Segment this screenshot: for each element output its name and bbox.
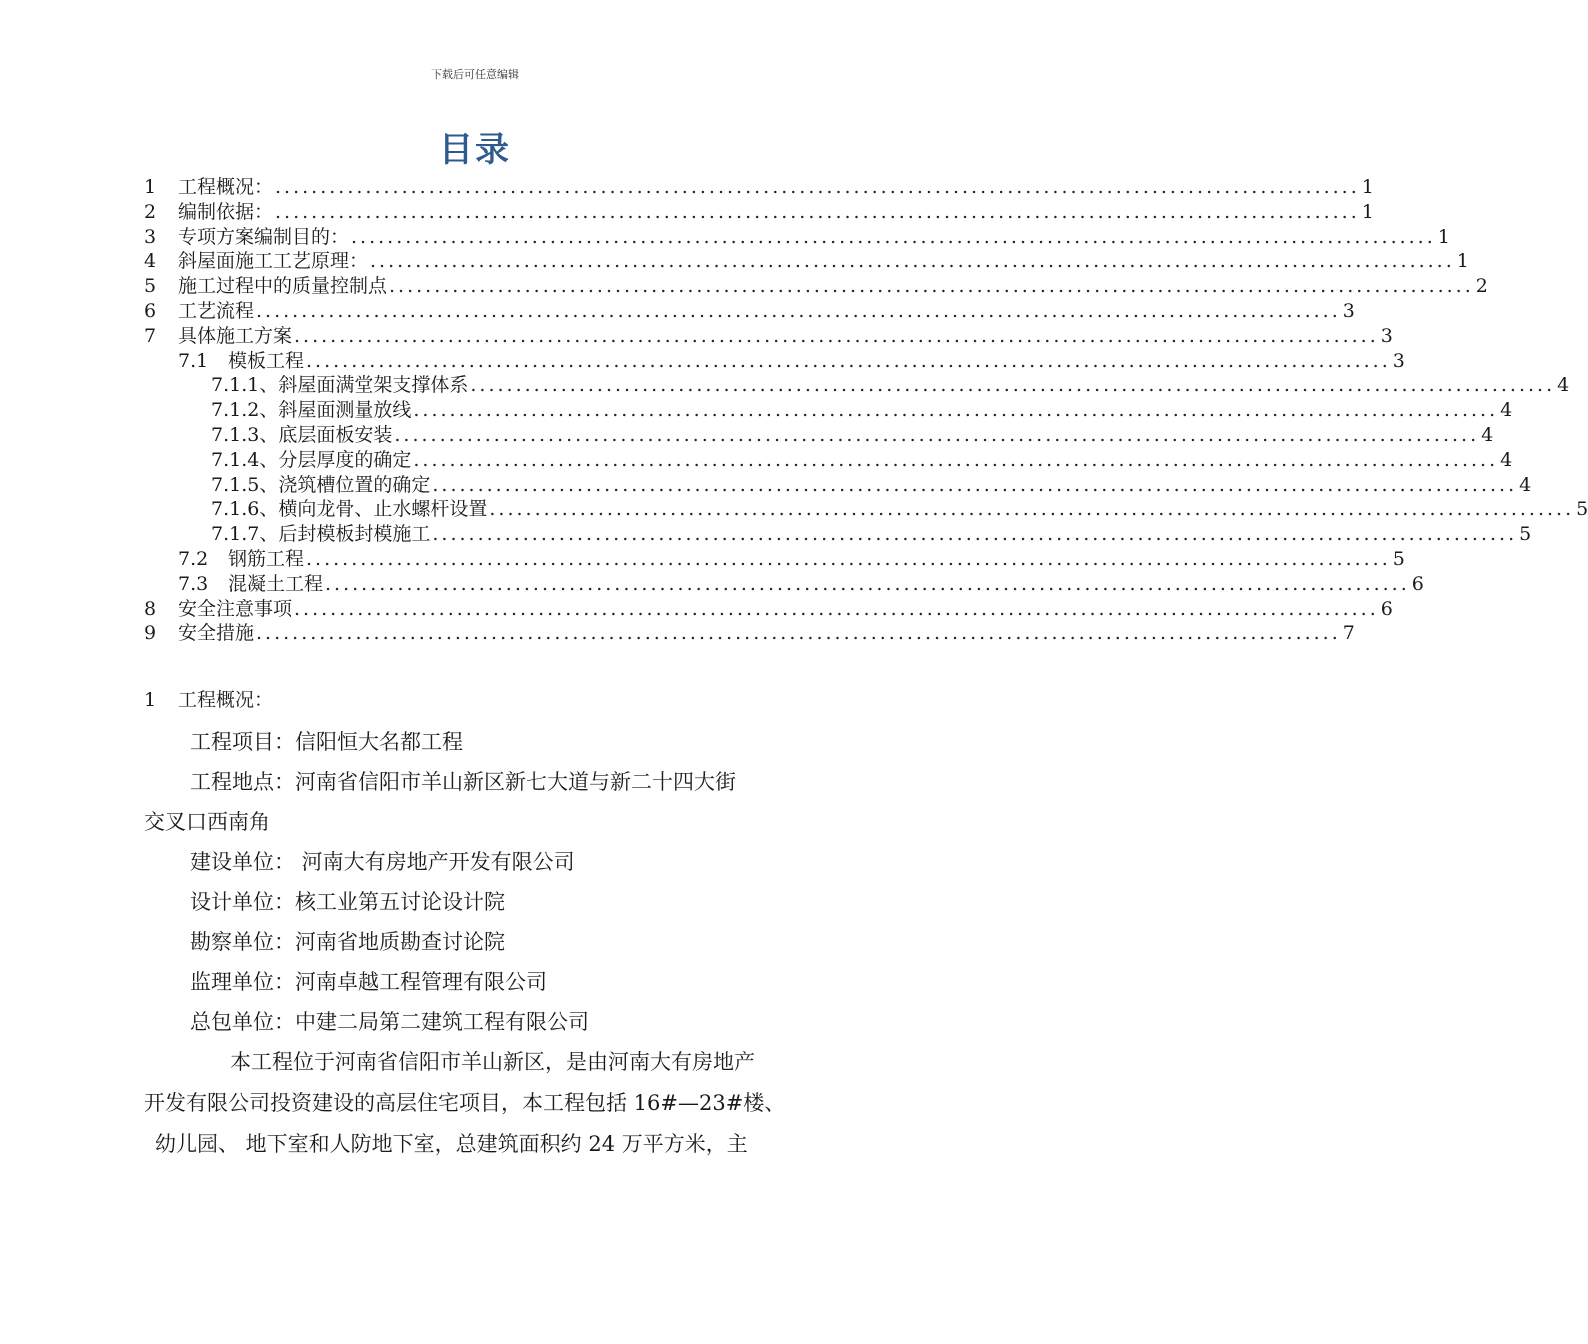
info-contractor: 总包单位：中建二局第二建筑工程有限公司: [190, 1010, 589, 1034]
toc-entry-label: 分层厚度的确定: [278, 448, 412, 471]
toc-entry[interactable]: [144, 547, 1405, 572]
info-builder: 建设单位： 河南大有房地产开发有限公司: [190, 850, 575, 874]
section-heading: [144, 685, 273, 712]
table-of-contents: [144, 175, 1588, 646]
section-title: 工程概况：: [178, 689, 274, 711]
toc-entry-label: 斜屋面满堂架支撑体系: [278, 374, 469, 397]
toc-entry[interactable]: [144, 621, 1355, 646]
toc-entry-label: 工艺流程: [178, 299, 255, 322]
toc-dot-leader: ........................................................................................................................: [275, 176, 1360, 198]
toc-entry-label: 钢筋工程: [228, 547, 305, 570]
info-designer: 设计单位：核工业第五讨论设计院: [190, 890, 505, 914]
toc-entry-label: 斜屋面测量放线: [278, 399, 412, 422]
toc-entry-number: 4: [144, 250, 157, 273]
toc-entry[interactable]: [144, 423, 1494, 448]
toc-dot-leader: ........................................................................................................................: [394, 423, 1480, 446]
toc-entry[interactable]: [144, 249, 1469, 274]
toc-dot-leader: ........................................................................................................................: [389, 275, 1474, 298]
toc-entry-page: 3: [1342, 299, 1355, 322]
toc-entry[interactable]: [144, 522, 1532, 547]
toc-entry-page: 2: [1475, 275, 1488, 298]
toc-dot-leader: ........................................................................................................................: [432, 473, 1518, 496]
toc-entry-label: 后封模板封模施工: [278, 523, 431, 546]
toc-entry[interactable]: [144, 448, 1513, 473]
toc-entry-page: 3: [1392, 349, 1405, 372]
toc-dot-leader: ........................................................................................................................: [432, 523, 1518, 546]
toc-dot-leader: ........................................................................................................................: [413, 448, 1499, 471]
toc-entry-number: 9: [144, 622, 157, 645]
toc-entry-page: 6: [1380, 597, 1393, 620]
toc-entry-label: 施工过程中的质量控制点: [178, 275, 388, 298]
toc-entry-page: 6: [1411, 572, 1424, 595]
toc-entry-label: 安全措施: [178, 622, 255, 645]
toc-dot-leader: ........................................................................................................................: [489, 498, 1575, 521]
info-location: 工程地点：河南省信阳市羊山新区新七大道与新二十四大街: [190, 770, 736, 794]
toc-entry-number: 7.1.3、: [211, 423, 279, 446]
toc-entry-label: 斜屋面施工工艺原理：: [178, 250, 369, 273]
toc-entry-number: 5: [144, 275, 157, 298]
info-location-cont: 交叉口西南角: [144, 810, 270, 834]
toc-title: 目录: [439, 130, 511, 170]
toc-entry[interactable]: [144, 497, 1588, 522]
toc-entry-number: 7.1.6、: [211, 498, 279, 521]
toc-entry[interactable]: [144, 349, 1405, 374]
toc-entry-label: 编制依据：: [178, 200, 274, 223]
toc-dot-leader: ........................................................................................................................: [351, 225, 1436, 248]
toc-entry-label: 模板工程: [228, 349, 305, 372]
toc-entry-page: 1: [1437, 225, 1450, 248]
toc-entry-page: 5: [1576, 498, 1588, 521]
toc-entry-label: 专项方案编制目的：: [178, 225, 350, 248]
toc-entry-page: 4: [1500, 448, 1513, 471]
toc-entry[interactable]: [144, 398, 1513, 423]
section-number: 1: [144, 689, 157, 711]
toc-entry-label: 工程概况：: [178, 176, 274, 198]
toc-entry-page: 3: [1380, 324, 1393, 347]
toc-entry[interactable]: [144, 373, 1570, 398]
toc-entry-page: 4: [1500, 399, 1513, 422]
toc-entry[interactable]: [144, 225, 1450, 250]
toc-entry[interactable]: [144, 200, 1374, 225]
toc-entry-page: 1: [1361, 200, 1374, 223]
toc-entry-number: 7.3: [178, 572, 209, 595]
toc-entry-number: 7.2: [178, 547, 209, 570]
paragraph-line: 开发有限公司投资建设的高层住宅项目，本工程包括 16#—23#楼、: [144, 1091, 786, 1115]
toc-entry-number: 7.1.1、: [211, 374, 279, 397]
toc-entry-label: 浇筑槽位置的确定: [278, 473, 431, 496]
toc-entry[interactable]: [144, 473, 1532, 498]
header-note: 下载后可任意编辑: [431, 68, 519, 81]
info-surveyor: 勘察单位：河南省地质勘查讨论院: [190, 930, 505, 954]
toc-dot-leader: ........................................................................................................................: [256, 622, 1341, 645]
toc-entry-page: 4: [1481, 423, 1494, 446]
toc-entry-label: 横向龙骨、止水螺杆设置: [278, 498, 488, 521]
toc-entry-number: 6: [144, 299, 157, 322]
toc-dot-leader: ........................................................................................................................: [256, 299, 1341, 322]
toc-entry-number: 8: [144, 597, 157, 620]
toc-entry-label: 混凝土工程: [228, 572, 324, 595]
toc-entry-label: 安全注意事项: [178, 597, 293, 620]
toc-entry-page: 4: [1519, 473, 1532, 496]
toc-entry-number: 7: [144, 324, 157, 347]
toc-dot-leader: ........................................................................................................................: [275, 200, 1360, 223]
toc-dot-leader: ........................................................................................................................: [306, 349, 1391, 372]
toc-entry-number: 7.1.2、: [211, 399, 279, 422]
toc-entry-page: 4: [1557, 374, 1570, 397]
toc-entry-page: 7: [1342, 622, 1355, 645]
toc-entry-label: 具体施工方案: [178, 324, 293, 347]
toc-entry[interactable]: [144, 175, 1374, 200]
toc-dot-leader: ........................................................................................................................: [370, 250, 1455, 273]
paragraph-line: 幼儿园、 地下室和人防地下室，总建筑面积约 24 万平方米，主: [155, 1132, 748, 1156]
toc-dot-leader: ........................................................................................................................: [325, 572, 1410, 595]
toc-entry-page: 1: [1456, 250, 1469, 273]
toc-dot-leader: ........................................................................................................................: [294, 324, 1379, 347]
paragraph-line: 本工程位于河南省信阳市羊山新区，是由河南大有房地产: [230, 1050, 755, 1074]
toc-dot-leader: ........................................................................................................................: [306, 547, 1391, 570]
toc-entry[interactable]: [144, 597, 1393, 622]
toc-entry-number: 7.1: [178, 349, 209, 372]
toc-entry-label: 底层面板安装: [278, 423, 393, 446]
toc-entry-page: 1: [1361, 176, 1374, 198]
toc-entry-number: 3: [144, 225, 157, 248]
toc-entry-number: 7.1.7、: [211, 523, 279, 546]
toc-dot-leader: ........................................................................................................................: [470, 374, 1556, 397]
toc-dot-leader: ........................................................................................................................: [413, 399, 1499, 422]
toc-entry[interactable]: [144, 299, 1355, 324]
info-project: 工程项目：信阳恒大名都工程: [190, 730, 463, 754]
toc-entry-number: 2: [144, 200, 157, 223]
toc-entry-number: 7.1.5、: [211, 473, 279, 496]
toc-entry[interactable]: [144, 274, 1488, 299]
toc-entry-number: 7.1.4、: [211, 448, 279, 471]
toc-entry-page: 5: [1392, 547, 1405, 570]
toc-dot-leader: ........................................................................................................................: [294, 597, 1379, 620]
toc-entry[interactable]: [144, 324, 1393, 349]
toc-entry-page: 5: [1519, 523, 1532, 546]
toc-entry[interactable]: [144, 572, 1424, 597]
toc-entry-number: 1: [144, 176, 157, 198]
info-supervisor: 监理单位：河南卓越工程管理有限公司: [190, 970, 547, 994]
